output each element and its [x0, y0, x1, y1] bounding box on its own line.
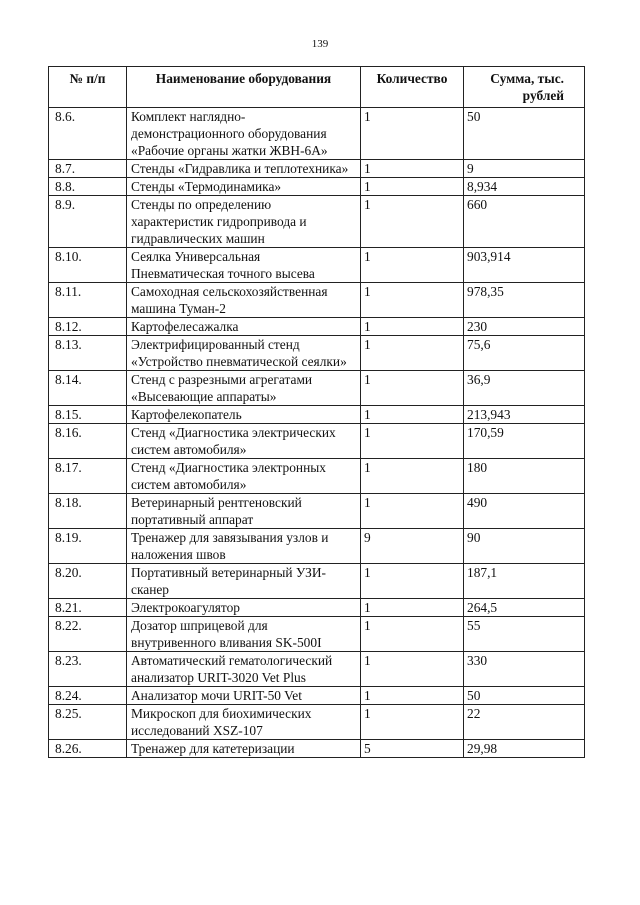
- table-row: [49, 406, 585, 424]
- table-row: [49, 564, 585, 599]
- row-name-cell: Стенд «Диагностика электронных систем автомобиля»: [127, 459, 361, 494]
- row-quantity-cell: 1: [361, 196, 464, 248]
- table-row: [49, 617, 585, 652]
- row-sum-cell: 22: [464, 705, 585, 740]
- row-number-cell: 8.9.: [49, 196, 127, 248]
- row-sum-cell: 330: [464, 652, 585, 687]
- row-name-cell: Стенд «Диагностика электрических систем автомобиля»: [127, 424, 361, 459]
- table-row: [49, 459, 585, 494]
- row-name-cell: Стенды по определению характеристик гидропривода и гидравлических машин: [127, 196, 361, 248]
- row-sum-cell: 213,943: [464, 406, 585, 424]
- row-sum-cell: 75,6: [464, 336, 585, 371]
- row-name-cell: Портативный ветеринарный УЗИ-сканер: [127, 564, 361, 599]
- row-number-cell: 8.16.: [49, 424, 127, 459]
- row-sum-cell: 36,9: [464, 371, 585, 406]
- row-number-cell: 8.17.: [49, 459, 127, 494]
- row-quantity-cell: 1: [361, 371, 464, 406]
- row-number-cell: 8.21.: [49, 599, 127, 617]
- row-quantity-cell: 1: [361, 494, 464, 529]
- row-name-cell: Стенды «Гидравлика и теплотехника»: [127, 160, 361, 178]
- table-row: [49, 424, 585, 459]
- row-sum-cell: 230: [464, 318, 585, 336]
- row-quantity-cell: 5: [361, 740, 464, 758]
- row-name-cell: Самоходная сельскохозяйственная машина Туман-2: [127, 283, 361, 318]
- row-number-cell: 8.24.: [49, 687, 127, 705]
- table-row: [49, 494, 585, 529]
- table-row: [49, 178, 585, 196]
- table-row: [49, 160, 585, 178]
- table-row: [49, 283, 585, 318]
- row-quantity-cell: 1: [361, 248, 464, 283]
- row-name-cell: Картофелекопатель: [127, 406, 361, 424]
- header-number: № п/п: [49, 67, 127, 108]
- row-name-cell: Стенд с разрезными агрегатами «Высевающие аппараты»: [127, 371, 361, 406]
- table-row: [49, 248, 585, 283]
- row-sum-cell: 264,5: [464, 599, 585, 617]
- row-name-cell: Дозатор шприцевой для внутривенного вливания SK-500I: [127, 617, 361, 652]
- table-row: [49, 740, 585, 758]
- row-sum-cell: 90: [464, 529, 585, 564]
- row-sum-cell: 660: [464, 196, 585, 248]
- row-sum-cell: 8,934: [464, 178, 585, 196]
- row-quantity-cell: 9: [361, 529, 464, 564]
- row-name-cell: Тренажер для катетеризации: [127, 740, 361, 758]
- row-number-cell: 8.7.: [49, 160, 127, 178]
- table-row: [49, 652, 585, 687]
- table-row: [49, 196, 585, 248]
- row-quantity-cell: 1: [361, 617, 464, 652]
- row-name-cell: Стенды «Термодинамика»: [127, 178, 361, 196]
- row-name-cell: Электрифицированный стенд «Устройство пневматической сеялки»: [127, 336, 361, 371]
- row-quantity-cell: 1: [361, 424, 464, 459]
- row-name-cell: Анализатор мочи URIT-50 Vet: [127, 687, 361, 705]
- row-number-cell: 8.25.: [49, 705, 127, 740]
- row-quantity-cell: 1: [361, 599, 464, 617]
- table-row: [49, 705, 585, 740]
- row-quantity-cell: 1: [361, 687, 464, 705]
- row-number-cell: 8.23.: [49, 652, 127, 687]
- row-quantity-cell: 1: [361, 178, 464, 196]
- row-sum-cell: 9: [464, 160, 585, 178]
- table-row: [49, 336, 585, 371]
- row-name-cell: Картофелесажалка: [127, 318, 361, 336]
- equipment-table: [48, 66, 585, 758]
- row-sum-cell: 180: [464, 459, 585, 494]
- row-quantity-cell: 1: [361, 459, 464, 494]
- row-quantity-cell: 1: [361, 705, 464, 740]
- row-number-cell: 8.14.: [49, 371, 127, 406]
- row-sum-cell: 903,914: [464, 248, 585, 283]
- row-sum-cell: 187,1: [464, 564, 585, 599]
- row-name-cell: Ветеринарный рентгеновский портативный аппарат: [127, 494, 361, 529]
- table-row: [49, 318, 585, 336]
- row-number-cell: 8.10.: [49, 248, 127, 283]
- row-sum-cell: 50: [464, 687, 585, 705]
- row-number-cell: 8.12.: [49, 318, 127, 336]
- row-name-cell: Комплект наглядно-демонстрационного оборудования «Рабочие органы жатки ЖВН-6А»: [127, 108, 361, 160]
- page-number: 139: [311, 38, 329, 50]
- row-number-cell: 8.18.: [49, 494, 127, 529]
- header-quantity: Количество: [361, 67, 464, 108]
- header-name: Наименование оборудования: [127, 67, 361, 108]
- row-quantity-cell: 1: [361, 336, 464, 371]
- row-number-cell: 8.20.: [49, 564, 127, 599]
- row-sum-cell: 29,98: [464, 740, 585, 758]
- row-quantity-cell: 1: [361, 652, 464, 687]
- row-quantity-cell: 1: [361, 564, 464, 599]
- table-row: [49, 529, 585, 564]
- row-sum-cell: 55: [464, 617, 585, 652]
- row-sum-cell: 170,59: [464, 424, 585, 459]
- row-sum-cell: 50: [464, 108, 585, 160]
- row-quantity-cell: 1: [361, 318, 464, 336]
- row-sum-cell: 978,35: [464, 283, 585, 318]
- table-row: [49, 687, 585, 705]
- row-name-cell: Сеялка Универсальная Пневматическая точного высева: [127, 248, 361, 283]
- table-row: [49, 108, 585, 160]
- row-name-cell: Тренажер для завязывания узлов и наложения швов: [127, 529, 361, 564]
- row-number-cell: 8.26.: [49, 740, 127, 758]
- row-sum-cell: 490: [464, 494, 585, 529]
- table-row: [49, 599, 585, 617]
- row-name-cell: Микроскоп для биохимических исследований XSZ-107: [127, 705, 361, 740]
- row-number-cell: 8.13.: [49, 336, 127, 371]
- row-name-cell: Электрокоагулятор: [127, 599, 361, 617]
- row-number-cell: 8.15.: [49, 406, 127, 424]
- row-number-cell: 8.22.: [49, 617, 127, 652]
- row-number-cell: 8.11.: [49, 283, 127, 318]
- row-quantity-cell: 1: [361, 406, 464, 424]
- row-quantity-cell: 1: [361, 283, 464, 318]
- table-header-row: [49, 67, 585, 108]
- row-number-cell: 8.6.: [49, 108, 127, 160]
- header-sum: Сумма, тыс. рублей: [464, 67, 585, 108]
- table-row: [49, 371, 585, 406]
- row-quantity-cell: 1: [361, 108, 464, 160]
- row-quantity-cell: 1: [361, 160, 464, 178]
- table-body: [49, 108, 585, 758]
- row-name-cell: Автоматический гематологический анализатор URIT-3020 Vet Plus: [127, 652, 361, 687]
- row-number-cell: 8.8.: [49, 178, 127, 196]
- row-number-cell: 8.19.: [49, 529, 127, 564]
